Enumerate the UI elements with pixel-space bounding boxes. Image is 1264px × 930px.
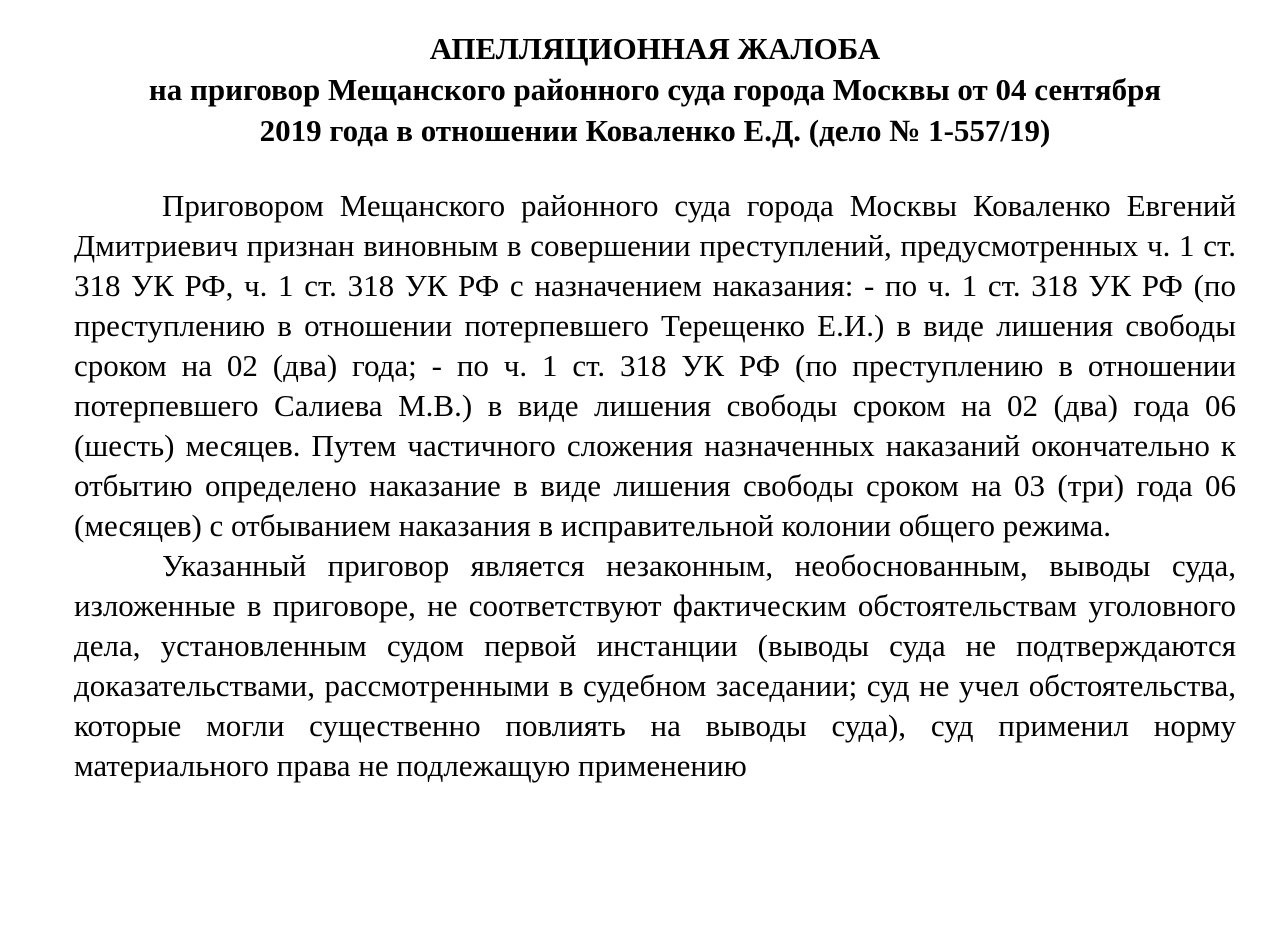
paragraph-grounds: Указанный приговор является незаконным, необоснованным, выводы суда, изложенные в приговоре, не соответствуют фактическим обстоятельствам уголовного дела, установленным судом первой инстанции (выводы суда не подтверждаются доказательствами, рассмотренными в судебном заседании; суд не учел обстоятельства, которые могли существенно повлиять на выводы суда), суд применил норму материального права не подлежащую применению [74,548,1236,783]
title-line-1: АПЕЛЛЯЦИОННАЯ ЖАЛОБА [429,31,881,66]
title-line-2: на приговор Мещанского районного суда города Москвы от 04 сентября [148,72,1162,107]
paragraph-sentence: Приговором Мещанского районного суда города Москвы Коваленко Евгений Дмитриевич признан виновным в совершении преступлений, предусмотренных ч. 1 ст. 318 УК РФ, ч. 1 ст. 318 УК РФ с назначением наказания: - по ч. 1 ст. 318 УК РФ (по преступлению в отношении потерпевшего Терещенко Е.И.) в виде лишения свободы сроком на 02 (два) года; - по ч. 1 ст. 318 УК РФ (по преступлению в отношении потерпевшего Салиева М.В.) в виде лишения свободы сроком на 02 (два) года 06 (шесть) месяцев. Путем частичного сложения назначенных наказаний окончательно к отбытию определено наказание в виде лишения свободы сроком на 03 (три) года 06 (месяцев) с отбыванием наказания в исправительной колонии общего режима. [74,188,1236,543]
title-line-3: 2019 года в отношении Коваленко Е.Д. (дело № 1-557/19) [259,113,1051,148]
document-page [74,28,1236,786]
document-title [74,28,1236,151]
document-body [74,186,1236,786]
